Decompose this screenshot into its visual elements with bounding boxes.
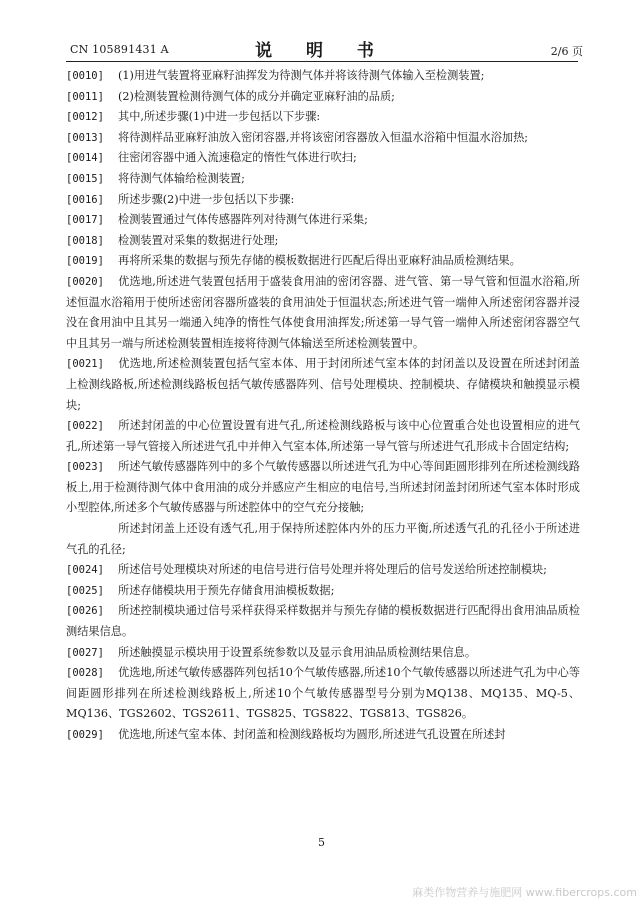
paragraph-text: (1)用进气装置将亚麻籽油挥发为待测气体并将该待测气体输入至检测装置; [118, 69, 485, 82]
paragraph-number: [0029] [66, 729, 104, 741]
paragraph [66, 354, 580, 416]
paragraph-number: [0012] [66, 111, 104, 124]
paragraph-number: [0015] [66, 172, 104, 185]
paragraph-text: 将待测样品亚麻籽油放入密闭容器,并将该密闭容器放入恒温水浴箱中恒温水浴加热; [118, 130, 529, 144]
paragraph-text: 所述步骤(2)中进一步包括以下步骤: [118, 192, 295, 206]
paragraph [66, 107, 580, 128]
paragraph-text: 检测装置对采集的数据进行处理; [118, 233, 279, 247]
paragraph-text: 所述封闭盖的中心位置设置有进气孔,所述检测线路板与该中心位置重合处也设置相应的进气孔,所述第一导气管接入所述进气孔中并伸入气室本体,所述第一导气管与所述进气孔形成卡合固定结构; [66, 419, 580, 453]
paragraph-number: [0020] [66, 275, 104, 288]
paragraph-text: 优选地,所述进气装置包括用于盛装食用油的密闭容器、进气管、第一导气管和恒温水浴箱,所述恒温水浴箱用于使所述密闭容器所盛装的食用油处于恒温状态;所述进气管一端伸入所述密闭容器并浸没在食用油中且其另一端通入纯净的惰性气体使食用油挥发;所述第一导气管一端伸入所述密闭容器空气中且其另一端与所述检测装置相连接将待测气体输送至所述检测装置中。 [66, 274, 580, 350]
paragraph-number: [0028] [66, 667, 104, 680]
paragraph-text: (2)检测装置检测待测气体的成分并确定亚麻籽油的品质; [118, 89, 395, 103]
paragraph [66, 210, 580, 231]
paragraph-text: 所述触摸显示模块用于设置系统参数以及显示食用油品质检测结果信息。 [118, 645, 477, 659]
page-number: 5 [318, 836, 325, 849]
paragraph [66, 128, 580, 149]
paragraph [66, 560, 580, 581]
paragraph-text: 优选地,所述气敏传感器阵列包括10个气敏传感器,所述10个气敏传感器以所述进气孔为中心等间距圆形排列在所述检测线路板上,所述10个气敏传感器型号分别为MQ138、MQ135、MQ-5、MQ136、TGS2602、TGS2611、TGS825、TGS822、TGS813、TGS826。 [66, 666, 580, 721]
paragraph [66, 663, 580, 725]
paragraph-text: 再将所采集的数据与预先存储的模板数据进行匹配后得出亚麻籽油品质检测结果。 [118, 254, 521, 268]
paragraph [66, 581, 580, 602]
paragraph-text: 所述封闭盖上还设有透气孔,用于保持所述腔体内外的压力平衡,所述透气孔的孔径小于所述进气孔的孔径; [66, 522, 580, 556]
paragraph-number: [0013] [66, 131, 104, 144]
paragraph-number: [0023] [66, 461, 104, 474]
paragraph-text: 所述气敏传感器阵列中的多个气敏传感器以所述进气孔为中心等间距圆形排列在所述检测线路板上,用于检测待测气体中食用油的成分并感应产生相应的电信号,当所述封闭盖封闭所述气室本体时形成小型腔体,所述多个气敏传感器与所述腔体中的空气充分接触; [66, 460, 580, 515]
paragraph-number: [0010] [66, 70, 104, 82]
paragraph [66, 66, 580, 87]
paragraph [66, 272, 580, 354]
paragraph-text: 优选地,所述检测装置包括气室本体、用于封闭所述气室本体的封闭盖以及设置在所述封闭盖上检测线路板,所述检测线路板包括气敏传感器阵列、信号处理模块、控制模块、存储模块和触摸显示模块; [66, 357, 580, 412]
watermark: 麻类作物营养与施肥网 www.fibercrops.com [412, 886, 637, 899]
paragraph [66, 169, 580, 190]
paragraph-number: [0011] [66, 90, 104, 103]
paragraph-text: 检测装置通过气体传感器阵列对待测气体进行采集; [118, 213, 368, 227]
page-header [0, 0, 643, 70]
paragraph [66, 251, 580, 272]
paragraph [66, 457, 580, 519]
page-indicator: 2/6 页 [550, 45, 583, 58]
paragraph [66, 519, 580, 560]
document-number: CN 105891431 A [70, 43, 169, 56]
paragraph-number: [0019] [66, 255, 104, 268]
paragraph-number: [0022] [66, 420, 104, 433]
header-rule [66, 61, 578, 62]
paragraph-text: 所述存储模块用于预先存储食用油模板数据; [118, 583, 335, 597]
paragraph-number: [0026] [66, 605, 104, 618]
paragraph [66, 643, 580, 664]
paragraph-number: [0021] [66, 358, 104, 371]
paragraph [66, 725, 580, 746]
document-body [66, 66, 580, 746]
paragraph-number: [0018] [66, 234, 104, 247]
paragraph [66, 148, 580, 169]
paragraph [66, 416, 580, 457]
paragraph-number: [0025] [66, 584, 104, 597]
paragraph-text: 将待测气体输给检测装置; [118, 171, 245, 185]
paragraph-text: 优选地,所述气室本体、封闭盖和检测线路板均为圆形,所述进气孔设置在所述封 [118, 728, 506, 741]
paragraph [66, 231, 580, 252]
paragraph [66, 190, 580, 211]
paragraph-text: 往密闭容器中通入流速稳定的惰性气体进行吹扫; [118, 151, 357, 165]
paragraph [66, 87, 580, 108]
page-title: 说 明 书 [255, 41, 388, 61]
paragraph-text: 所述信号处理模块对所述的电信号进行信号处理并将处理后的信号发送给所述控制模块; [118, 563, 547, 577]
paragraph-text: 其中,所述步骤(1)中进一步包括以下步骤: [118, 110, 321, 124]
paragraph-number: [0014] [66, 152, 104, 165]
paragraph-text: 所述控制模块通过信号采样获得采样数据并与预先存储的模板数据进行匹配得出食用油品质检测结果信息。 [66, 604, 580, 639]
paragraph [66, 601, 580, 642]
paragraph-number: [0027] [66, 646, 104, 659]
paragraph-number: [0024] [66, 564, 104, 577]
paragraph-number: [0016] [66, 193, 104, 206]
paragraph-number: [0017] [66, 214, 104, 227]
